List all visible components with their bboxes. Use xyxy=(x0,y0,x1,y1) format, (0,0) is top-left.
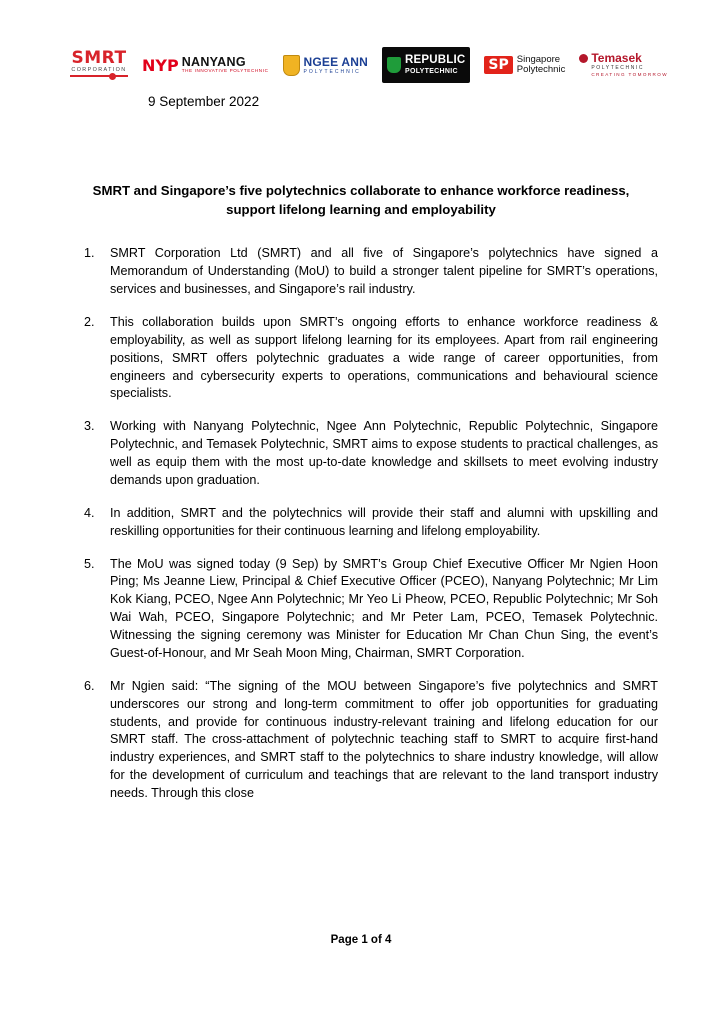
paragraph-number: 3. xyxy=(84,419,95,434)
temasek-logo-tagline: CREATING TOMORROW xyxy=(591,72,668,78)
paragraph-item xyxy=(84,556,658,663)
paragraph-number: 4. xyxy=(84,505,95,520)
paragraph-item xyxy=(84,314,658,403)
sp-monogram-icon: SP xyxy=(484,56,512,74)
ngee-ann-crest-icon xyxy=(283,55,300,76)
smrt-logo-bar xyxy=(70,75,128,77)
ngee-ann-logo-sub: POLYTECHNIC xyxy=(303,68,361,75)
nyp-logo-sub: THE INNOVATIVE POLYTECHNIC xyxy=(181,68,269,74)
ngee-ann-logo-main: NGEE ANN xyxy=(303,54,369,69)
smrt-logo-wordmark: SMRT xyxy=(71,48,127,68)
republic-logo-sub: POLYTECHNIC xyxy=(405,67,458,75)
temasek-logo-row xyxy=(579,52,668,64)
paragraph-item xyxy=(84,505,658,541)
republic-logo-text xyxy=(405,55,465,75)
republic-logo-main: REPUBLIC xyxy=(405,54,466,67)
paragraph-text: This collaboration builds upon SMRT’s ongoing efforts to enhance workforce readiness & employability, as well as support lifelong learning for its employees. Apart from rail engineering positions, SMRT offers polytechnic graduates a wide range of career opportunities, from engineers and cybersecurity experts to operations, communications and behavioural science specialists. xyxy=(110,314,658,401)
paragraph-number: 2. xyxy=(84,314,95,329)
paragraph-item xyxy=(84,418,658,490)
temasek-emblem-icon xyxy=(579,54,588,63)
paragraph-number: 5. xyxy=(84,556,95,571)
temasek-logo-text xyxy=(579,52,668,78)
smrt-logo xyxy=(70,50,128,80)
paragraph-list xyxy=(84,245,658,803)
paragraph-text: Working with Nanyang Polytechnic, Ngee Ann Polytechnic, Republic Polytechnic, Singapore Polytechnic, and Temasek Polytechnic, SMRT aims to expose students to practical challenges, as well as equip them with the most up-to-date knowledge and skillsets to meet evolving industry demands upon graduation. xyxy=(110,419,658,487)
nyp-monogram-icon: NYP xyxy=(142,55,179,75)
singapore-polytechnic-logo xyxy=(484,50,565,80)
smrt-logo-subtext: CORPORATION xyxy=(71,67,127,73)
nanyang-polytechnic-logo xyxy=(142,50,269,80)
paragraph-text: The MoU was signed today (9 Sep) by SMRT’s Group Chief Executive Officer Mr Ngien Hoon Ping; Ms Jeanne Liew, Principal & Chief Executive Officer (PCEO), Nanyang Polytechnic; Mr Lim Kok Kiang, PCEO, Ngee Ann Polytechnic; Mr Yeo Li Pheow, PCEO, Republic Polytechnic; Mr Soh Wai Wah, PCEO, Singapore Polytechnic; and Mr Peter Lam, PCEO, Temasek Polytechnic. Witnessing the signing ceremony was Minister for Education Mr Chan Chun Sing, the event’s Guest-of-Honour, and Mr Seah Moon Ming, Chairman, SMRT Corporation. xyxy=(110,556,658,660)
partner-logo-strip xyxy=(56,48,666,82)
document-date: 9 September 2022 xyxy=(148,94,260,109)
paragraph-item xyxy=(84,678,658,803)
paragraph-item xyxy=(84,245,658,299)
nyp-logo-text xyxy=(182,56,269,74)
sp-logo-line1: Singapore xyxy=(516,53,561,65)
paragraph-number: 1. xyxy=(84,246,95,261)
temasek-polytechnic-logo xyxy=(579,50,668,80)
temasek-logo-sub: POLYTECHNIC xyxy=(591,65,645,72)
document-title: SMRT and Singapore’s five polytechnics collaborate to enhance workforce readiness, support lifelong learning and employability xyxy=(92,183,630,218)
paragraph-text: SMRT Corporation Ltd (SMRT) and all five of Singapore’s polytechnics have signed a Memorandum of Understanding (MoU) to build a stronger talent pipeline for SMRT’s operations, services and businesses, and Singapore’s rail industry. xyxy=(110,246,658,297)
paragraph-text: Mr Ngien said: “The signing of the MOU between Singapore’s five polytechnics and SMRT underscores our strong and long-term commitment to offer job opportunities for graduating students, and provide for continuous industry-relevant training and lifelong education for our SMRT staff. The cross-attachment of polytechnic teaching staff to SMRT to acquire first-hand industry experiences, and SMRT staff to the polytechnics to share industry knowledge, will allow for the development of curriculum and teachings that are relevant to the land transport industry needs. Through this close xyxy=(110,678,658,801)
republic-polytechnic-logo xyxy=(382,47,470,83)
sp-logo-line2: Polytechnic xyxy=(516,64,566,75)
paragraph-text: In addition, SMRT and the polytechnics will provide their staff and alumni with upskilling and reskilling opportunities for their continuous learning and lifelong employability. xyxy=(110,505,658,538)
temasek-logo-main: Temasek xyxy=(591,51,642,66)
ngee-ann-logo-text xyxy=(304,56,369,75)
republic-badge-icon xyxy=(387,57,401,73)
ngee-ann-polytechnic-logo xyxy=(283,50,369,80)
paragraph-number: 6. xyxy=(84,678,95,693)
sp-logo-text xyxy=(517,55,566,76)
page-footer: Page 1 of 4 xyxy=(330,934,392,946)
nyp-logo-main: NANYANG xyxy=(181,54,246,69)
